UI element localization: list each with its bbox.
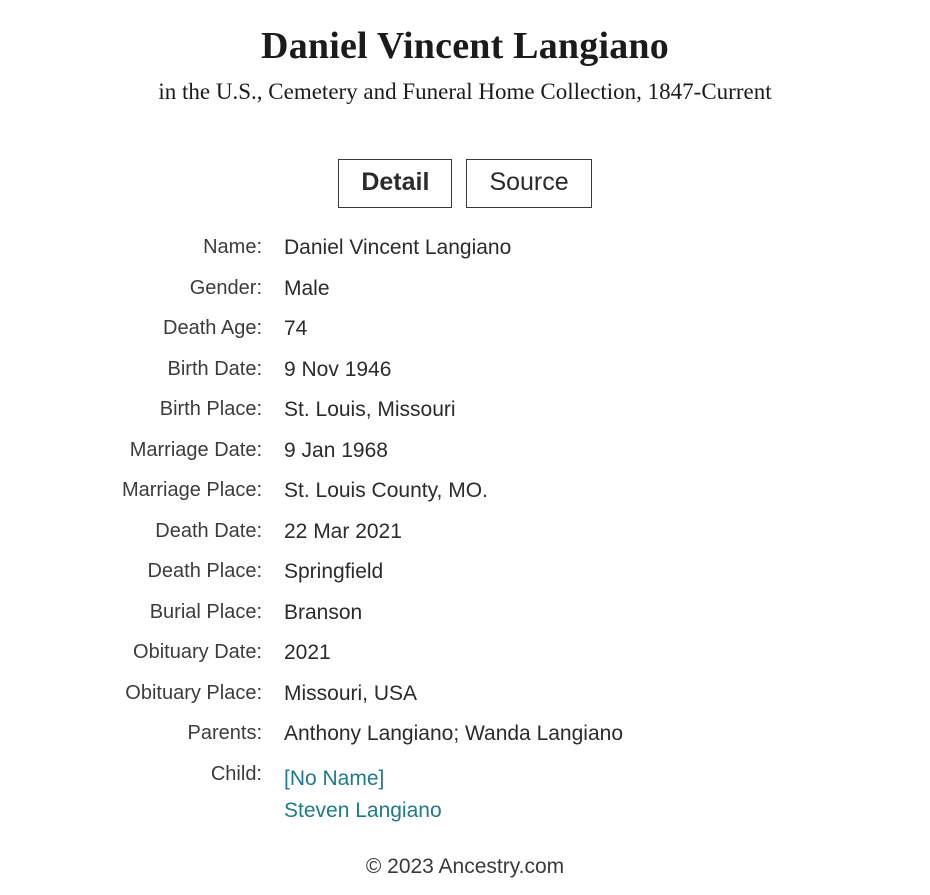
collection-subtitle: in the U.S., Cemetery and Funeral Home Collection, 1847-Current	[158, 79, 772, 104]
table-row	[0, 358, 930, 399]
table-row	[0, 439, 930, 480]
field-value-death-age: 74	[284, 317, 308, 340]
field-label-name: Name:	[203, 236, 262, 258]
field-value-birth-date: 9 Nov 1946	[284, 357, 392, 381]
tab-source[interactable]: Source	[466, 159, 591, 208]
field-value-obituary-place: Missouri, USA	[284, 681, 418, 705]
field-label-gender: Gender:	[189, 276, 262, 299]
tab-bar	[0, 159, 930, 208]
field-label-death-date: Death Date:	[155, 519, 262, 542]
copyright-footer: © 2023 Ancestry.com	[365, 855, 565, 878]
detail-fields-table	[0, 236, 930, 835]
field-label-obituary-date: Obituary Date:	[133, 641, 262, 663]
field-label-marriage-place: Marriage Place:	[121, 479, 262, 501]
table-row	[0, 641, 930, 682]
field-value-marriage-date: 9 Jan 1968	[284, 438, 388, 462]
field-value-gender: Male	[284, 276, 330, 300]
child-link-steven-langiano[interactable]: Steven Langiano	[284, 799, 442, 823]
field-value-name: Daniel Vincent Langiano	[284, 236, 512, 259]
field-value-parents: Anthony Langiano; Wanda Langiano	[284, 722, 623, 745]
table-row	[0, 763, 930, 835]
field-label-parents: Parents:	[187, 722, 262, 744]
table-row	[0, 398, 930, 439]
table-row	[0, 277, 930, 318]
table-row	[0, 722, 930, 763]
table-row	[0, 520, 930, 561]
table-row	[0, 560, 930, 601]
table-row	[0, 479, 930, 520]
tab-detail[interactable]: Detail	[338, 159, 452, 208]
table-row	[0, 317, 930, 358]
table-row	[0, 601, 930, 642]
field-label-death-age: Death Age:	[163, 317, 262, 339]
field-label-birth-date: Birth Date:	[167, 357, 262, 380]
field-label-birth-place: Birth Place:	[159, 398, 262, 420]
field-label-marriage-date: Marriage Date:	[129, 438, 262, 461]
field-label-burial-place: Burial Place:	[149, 600, 262, 623]
field-label-obituary-place: Obituary Place:	[125, 681, 262, 704]
field-value-child	[274, 763, 930, 835]
field-value-death-place: Springfield	[284, 560, 384, 583]
field-value-obituary-date: 2021	[284, 641, 331, 664]
field-value-death-date: 22 Mar 2021	[284, 519, 402, 543]
field-label-child: Child:	[210, 762, 262, 785]
field-label-death-place: Death Place:	[147, 560, 262, 582]
child-link-no-name[interactable]: [No Name]	[284, 766, 385, 790]
table-row	[0, 682, 930, 723]
field-value-birth-place: St. Louis, Missouri	[284, 398, 456, 421]
table-row	[0, 236, 930, 277]
page-title: Daniel Vincent Langiano	[261, 25, 669, 67]
field-value-marriage-place: St. Louis County, MO.	[284, 479, 488, 502]
field-value-burial-place: Branson	[284, 600, 363, 624]
